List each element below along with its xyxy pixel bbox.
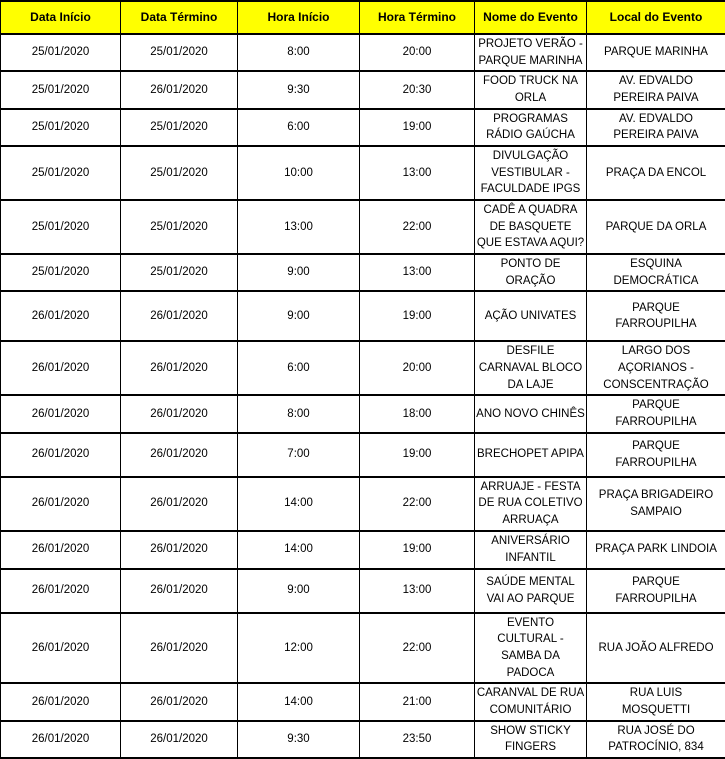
table-body	[1, 34, 725, 758]
cell-local: PRAÇA BRIGADEIRO SAMPAIO	[587, 477, 725, 531]
column-header-hora-termino: Hora Término	[360, 1, 475, 34]
cell-data-inicio: 25/01/2020	[1, 109, 121, 146]
cell-local: PARQUE DA ORLA	[587, 200, 725, 254]
cell-hora-termino: 22:00	[360, 613, 475, 684]
cell-local: AV. EDVALDO PEREIRA PAIVA	[587, 109, 725, 146]
cell-data-termino: 26/01/2020	[121, 291, 238, 341]
cell-data-termino: 26/01/2020	[121, 721, 238, 758]
cell-hora-termino: 19:00	[360, 109, 475, 146]
cell-local: PARQUE MARINHA	[587, 34, 725, 71]
cell-hora-termino: 19:00	[360, 433, 475, 477]
cell-hora-termino: 20:30	[360, 71, 475, 108]
cell-nome: PROGRAMAS RÁDIO GAÚCHA	[475, 109, 587, 146]
cell-hora-termino: 19:00	[360, 531, 475, 569]
cell-data-inicio: 25/01/2020	[1, 34, 121, 71]
cell-data-inicio: 26/01/2020	[1, 569, 121, 613]
cell-hora-termino: 18:00	[360, 395, 475, 432]
cell-hora-termino: 22:00	[360, 477, 475, 531]
cell-data-inicio: 26/01/2020	[1, 477, 121, 531]
cell-hora-termino: 20:00	[360, 34, 475, 71]
cell-local: PARQUE FARROUPILHA	[587, 291, 725, 341]
cell-hora-termino: 21:00	[360, 683, 475, 720]
cell-hora-termino: 23:50	[360, 721, 475, 758]
cell-nome: DESFILE CARNAVAL BLOCO DA LAJE	[475, 341, 587, 395]
cell-data-inicio: 25/01/2020	[1, 200, 121, 254]
column-header-data-termino: Data Término	[121, 1, 238, 34]
cell-local: PARQUE FARROUPILHA	[587, 433, 725, 477]
table-row	[1, 109, 725, 146]
cell-nome: ANO NOVO CHINÊS	[475, 395, 587, 432]
cell-data-termino: 26/01/2020	[121, 71, 238, 108]
cell-hora-termino: 13:00	[360, 569, 475, 613]
cell-hora-inicio: 7:00	[238, 433, 360, 477]
cell-hora-inicio: 9:30	[238, 721, 360, 758]
cell-nome: ARRUAJE - FESTA DE RUA COLETIVO ARRUAÇA	[475, 477, 587, 531]
cell-hora-inicio: 14:00	[238, 683, 360, 720]
cell-hora-termino: 19:00	[360, 291, 475, 341]
table-row	[1, 341, 725, 395]
cell-hora-inicio: 14:00	[238, 477, 360, 531]
table-row	[1, 613, 725, 684]
cell-data-inicio: 26/01/2020	[1, 683, 121, 720]
cell-nome: FOOD TRUCK NA ORLA	[475, 71, 587, 108]
cell-data-termino: 26/01/2020	[121, 341, 238, 395]
cell-data-termino: 26/01/2020	[121, 477, 238, 531]
cell-local: AV. EDVALDO PEREIRA PAIVA	[587, 71, 725, 108]
cell-hora-inicio: 6:00	[238, 109, 360, 146]
table-row	[1, 395, 725, 432]
cell-data-inicio: 26/01/2020	[1, 531, 121, 569]
column-header-nome: Nome do Evento	[475, 1, 587, 34]
cell-data-inicio: 26/01/2020	[1, 721, 121, 758]
cell-data-inicio: 25/01/2020	[1, 146, 121, 200]
cell-data-termino: 25/01/2020	[121, 34, 238, 71]
cell-hora-inicio: 9:00	[238, 254, 360, 291]
cell-hora-inicio: 10:00	[238, 146, 360, 200]
cell-nome: EVENTO CULTURAL - SAMBA DA PADOCA	[475, 613, 587, 684]
cell-data-inicio: 26/01/2020	[1, 291, 121, 341]
cell-nome: CARANVAL DE RUA COMUNITÁRIO	[475, 683, 587, 720]
cell-hora-inicio: 8:00	[238, 395, 360, 432]
cell-data-inicio: 26/01/2020	[1, 395, 121, 432]
cell-local: RUA JOÃO ALFREDO	[587, 613, 725, 684]
cell-hora-termino: 22:00	[360, 200, 475, 254]
cell-data-inicio: 25/01/2020	[1, 254, 121, 291]
cell-nome: AÇÃO UNIVATES	[475, 291, 587, 341]
cell-nome: SAÚDE MENTAL VAI AO PARQUE	[475, 569, 587, 613]
cell-nome: PROJETO VERÃO - PARQUE MARINHA	[475, 34, 587, 71]
table-row	[1, 200, 725, 254]
cell-local: RUA JOSÉ DO PATROCÍNIO, 834	[587, 721, 725, 758]
cell-data-inicio: 26/01/2020	[1, 613, 121, 684]
cell-data-termino: 25/01/2020	[121, 109, 238, 146]
table-row	[1, 721, 725, 758]
cell-data-inicio: 26/01/2020	[1, 433, 121, 477]
column-header-hora-inicio: Hora Início	[238, 1, 360, 34]
header-row	[1, 1, 725, 34]
table-row	[1, 531, 725, 569]
cell-nome: SHOW STICKY FINGERS	[475, 721, 587, 758]
cell-hora-inicio: 14:00	[238, 531, 360, 569]
cell-data-termino: 25/01/2020	[121, 200, 238, 254]
cell-data-termino: 26/01/2020	[121, 569, 238, 613]
cell-nome: PONTO DE ORAÇÃO	[475, 254, 587, 291]
table-row	[1, 34, 725, 71]
cell-hora-inicio: 8:00	[238, 34, 360, 71]
cell-nome: BRECHOPET APIPA	[475, 433, 587, 477]
cell-hora-termino: 13:00	[360, 254, 475, 291]
table-row	[1, 569, 725, 613]
cell-local: ESQUINA DEMOCRÁTICA	[587, 254, 725, 291]
column-header-local: Local do Evento	[587, 1, 725, 34]
cell-hora-inicio: 13:00	[238, 200, 360, 254]
cell-nome: DIVULGAÇÃO VESTIBULAR - FACULDADE IPGS	[475, 146, 587, 200]
table-row	[1, 291, 725, 341]
cell-data-termino: 26/01/2020	[121, 683, 238, 720]
cell-local: LARGO DOS AÇORIANOS - CONSCENTRAÇÃO	[587, 341, 725, 395]
cell-data-inicio: 26/01/2020	[1, 341, 121, 395]
cell-local: PARQUE FARROUPILHA	[587, 395, 725, 432]
cell-data-termino: 25/01/2020	[121, 146, 238, 200]
cell-data-termino: 26/01/2020	[121, 433, 238, 477]
table-row	[1, 146, 725, 200]
cell-local: PARQUE FARROUPILHA	[587, 569, 725, 613]
table-row	[1, 254, 725, 291]
cell-data-inicio: 25/01/2020	[1, 71, 121, 108]
cell-local: PRAÇA PARK LINDOIA	[587, 531, 725, 569]
cell-hora-termino: 20:00	[360, 341, 475, 395]
table-row	[1, 433, 725, 477]
cell-hora-termino: 13:00	[360, 146, 475, 200]
table-row	[1, 683, 725, 720]
cell-data-termino: 26/01/2020	[121, 395, 238, 432]
cell-nome: ANIVERSÁRIO INFANTIL	[475, 531, 587, 569]
cell-data-termino: 26/01/2020	[121, 613, 238, 684]
table-row	[1, 477, 725, 531]
table-row	[1, 71, 725, 108]
cell-data-termino: 26/01/2020	[121, 531, 238, 569]
cell-hora-inicio: 12:00	[238, 613, 360, 684]
cell-hora-inicio: 9:00	[238, 291, 360, 341]
cell-local: PRAÇA DA ENCOL	[587, 146, 725, 200]
cell-nome: CADÊ A QUADRA DE BASQUETE QUE ESTAVA AQUI?	[475, 200, 587, 254]
column-header-data-inicio: Data Início	[1, 1, 121, 34]
cell-hora-inicio: 9:30	[238, 71, 360, 108]
cell-hora-inicio: 9:00	[238, 569, 360, 613]
cell-local: RUA LUIS MOSQUETTI	[587, 683, 725, 720]
cell-data-termino: 25/01/2020	[121, 254, 238, 291]
cell-hora-inicio: 6:00	[238, 341, 360, 395]
